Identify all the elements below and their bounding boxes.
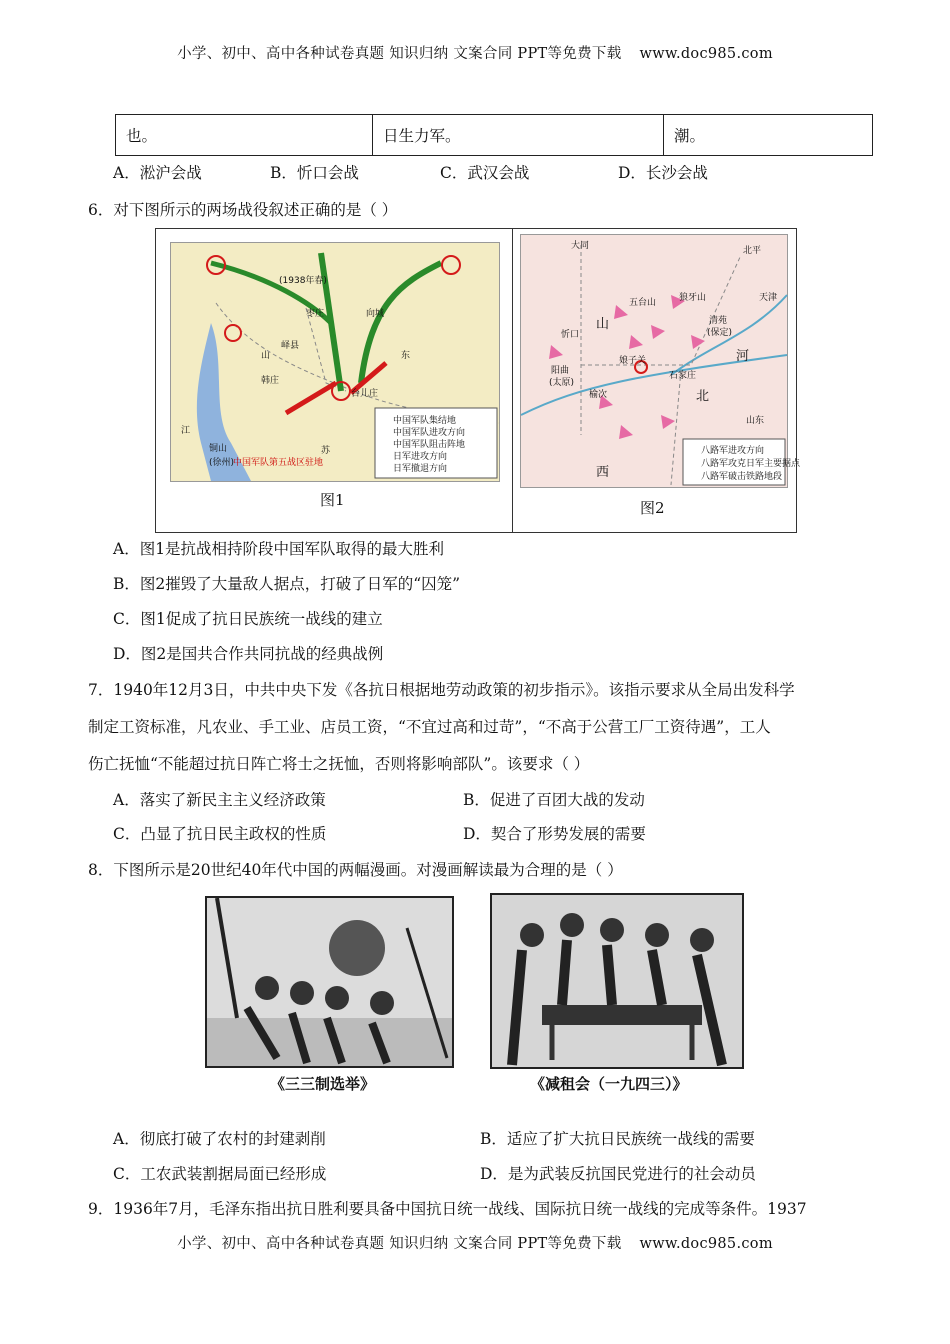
q5-option-d[interactable]: D．长沙会战	[618, 164, 708, 182]
footer-url[interactable]: www.doc985.com	[639, 1236, 773, 1252]
q7-stem-line-1: 7．1940年12月3日，中共中央下发《各抗日根据地劳动政策的初步指示》。该指示要求从全局出发科学	[88, 681, 795, 699]
table-cell-3: 潮。	[664, 115, 873, 156]
railway-line	[216, 303, 499, 423]
q7-stem-line-2: 制定工资标准，凡农业、手工业、店员工资，“不宜过高和过苛”，“不高于公营工厂工资待遇”，工人	[88, 718, 771, 736]
map2-label: 阳曲	[551, 366, 570, 376]
header-url[interactable]: www.doc985.com	[639, 46, 773, 62]
q7-option-a[interactable]: A．落实了新民主主义经济政策	[113, 791, 326, 809]
legend-label: 八路军进攻方向	[701, 446, 765, 456]
q8-option-c[interactable]: C．工农武装割据局面已经形成	[113, 1165, 327, 1183]
map2-label: 天津	[759, 293, 778, 303]
q6-option-c[interactable]: C．图1促成了抗日民族统一战线的建立	[113, 610, 383, 628]
q6-stem: 6．对下图所示的两场战役叙述正确的是（ ）	[88, 201, 398, 219]
map1-label: 向城	[366, 309, 385, 319]
q5-option-c[interactable]: C．武汉会战	[440, 164, 530, 182]
map1-label: (1938年春)	[279, 276, 327, 286]
legend-label: 中国军队进攻方向	[393, 428, 466, 438]
legend-label: 日军撤退方向	[393, 464, 448, 474]
page-footer	[0, 1232, 950, 1253]
cartoon1-svg	[207, 898, 452, 1066]
railway-2	[581, 255, 741, 365]
q7-stem-line-3: 伤亡抚恤“不能超过抗日阵亡将士之抚恤，否则将影响部队”。该要求（ ）	[88, 755, 590, 773]
figure-divider	[512, 229, 513, 532]
japanese-advance-arrow-2	[361, 263, 441, 383]
cartoon2-svg	[492, 895, 742, 1067]
q5-option-a[interactable]: A．淞沪会战	[113, 164, 202, 182]
q7-option-d[interactable]: D．契合了形势发展的需要	[463, 825, 646, 843]
map2-label: (太原)	[549, 378, 575, 388]
battle-map-2	[520, 234, 801, 488]
cartoon2-title: 《减租会（一九四三）》	[530, 1075, 688, 1093]
map1-label: 枣庄	[306, 309, 325, 319]
legend-label: 八路军攻克日军主要据点	[701, 459, 801, 469]
cartoon1-title: 《三三制选举》	[270, 1075, 376, 1093]
q6-option-d[interactable]: D．图2是国共合作共同抗战的经典战例	[113, 645, 384, 663]
map2-label: 忻口	[561, 330, 580, 340]
page-header	[0, 42, 950, 63]
map2-label: 榆次	[589, 390, 608, 400]
map1-label: 江	[181, 426, 191, 436]
header-text: 小学、初中、高中各种试卷真题 知识归纳 文案合同 PPT等免费下载	[177, 46, 622, 62]
map2-label: 北平	[743, 246, 762, 256]
railway-3	[671, 370, 681, 485]
map2-label: 狼牙山	[679, 293, 707, 303]
map2-label: 山东	[746, 416, 765, 426]
map2-label: 西	[596, 465, 610, 480]
table-cell-1: 也。	[116, 115, 373, 156]
map1-label: 台儿庄	[351, 389, 379, 399]
table-cell-2: 日生力军。	[373, 115, 664, 156]
legend-label: 中国军队阻击阵地	[393, 440, 466, 450]
q8-option-d[interactable]: D．是为武装反抗国民党进行的社会动员	[480, 1165, 756, 1183]
footer-text: 小学、初中、高中各种试卷真题 知识归纳 文案合同 PPT等免费下载	[177, 1236, 622, 1252]
q9-stem-line-1: 9．1936年7月，毛泽东指出抗日胜利要具备中国抗日统一战线、国际抗日统一战线的完成等条件。1937	[88, 1200, 807, 1218]
map1-label: 铜山	[209, 444, 228, 454]
map2-label: 石家庄	[669, 371, 697, 381]
position-marker-3	[225, 325, 241, 341]
q8-stem: 8．下图所示是20世纪40年代中国的两幅漫画。对漫画解读最为合理的是（ ）	[88, 861, 623, 879]
q8-option-a[interactable]: A．彻底打破了农村的封建剥削	[113, 1130, 326, 1148]
q5-table	[115, 114, 873, 156]
map2-label: 清苑	[709, 316, 728, 326]
map2-label: 五台山	[629, 298, 657, 308]
map2-label: 大同	[571, 241, 590, 251]
map2-label: 北	[696, 389, 710, 404]
map1-label: 东	[401, 351, 411, 361]
legend-label: 八路军破击铁路地段	[701, 472, 783, 482]
map1-label: 韩庄	[261, 376, 280, 386]
fig1-caption: 图1	[320, 491, 345, 509]
battle-map-1	[170, 242, 500, 482]
map1-label: 山	[261, 351, 271, 361]
map1-label: 峄县	[281, 341, 300, 351]
legend-label: 日军进攻方向	[393, 452, 448, 462]
position-marker-2	[442, 256, 460, 274]
q8-option-b[interactable]: B．适应了扩大抗日民族统一战线的需要	[480, 1130, 755, 1148]
chinese-attack-arrow	[286, 383, 336, 413]
fig2-caption: 图2	[640, 499, 665, 517]
map1-label: 苏	[321, 446, 331, 456]
q7-option-b[interactable]: B．促进了百团大战的发动	[463, 791, 645, 809]
cartoon-rent-reduction-meeting	[490, 893, 744, 1069]
cartoon-three-three-election	[205, 896, 454, 1068]
q6-option-a[interactable]: A．图1是抗战相持阶段中国军队取得的最大胜利	[113, 540, 445, 558]
q7-option-c[interactable]: C．凸显了抗日民主政权的性质	[113, 825, 327, 843]
map2-label: 山	[596, 317, 610, 332]
map2-label: 娘子关	[619, 356, 647, 366]
map1-label: (徐州)	[209, 458, 235, 468]
map2-label: 河	[736, 349, 750, 364]
q6-option-b[interactable]: B．图2摧毁了大量敌人据点，打破了日军的“囚笼”	[113, 575, 461, 593]
map1-label: 中国军队第五战区驻地	[233, 458, 324, 468]
legend-label: 中国军队集结地	[393, 416, 457, 426]
q5-option-b[interactable]: B．忻口会战	[270, 164, 359, 182]
map2-label: (保定)	[707, 328, 733, 338]
